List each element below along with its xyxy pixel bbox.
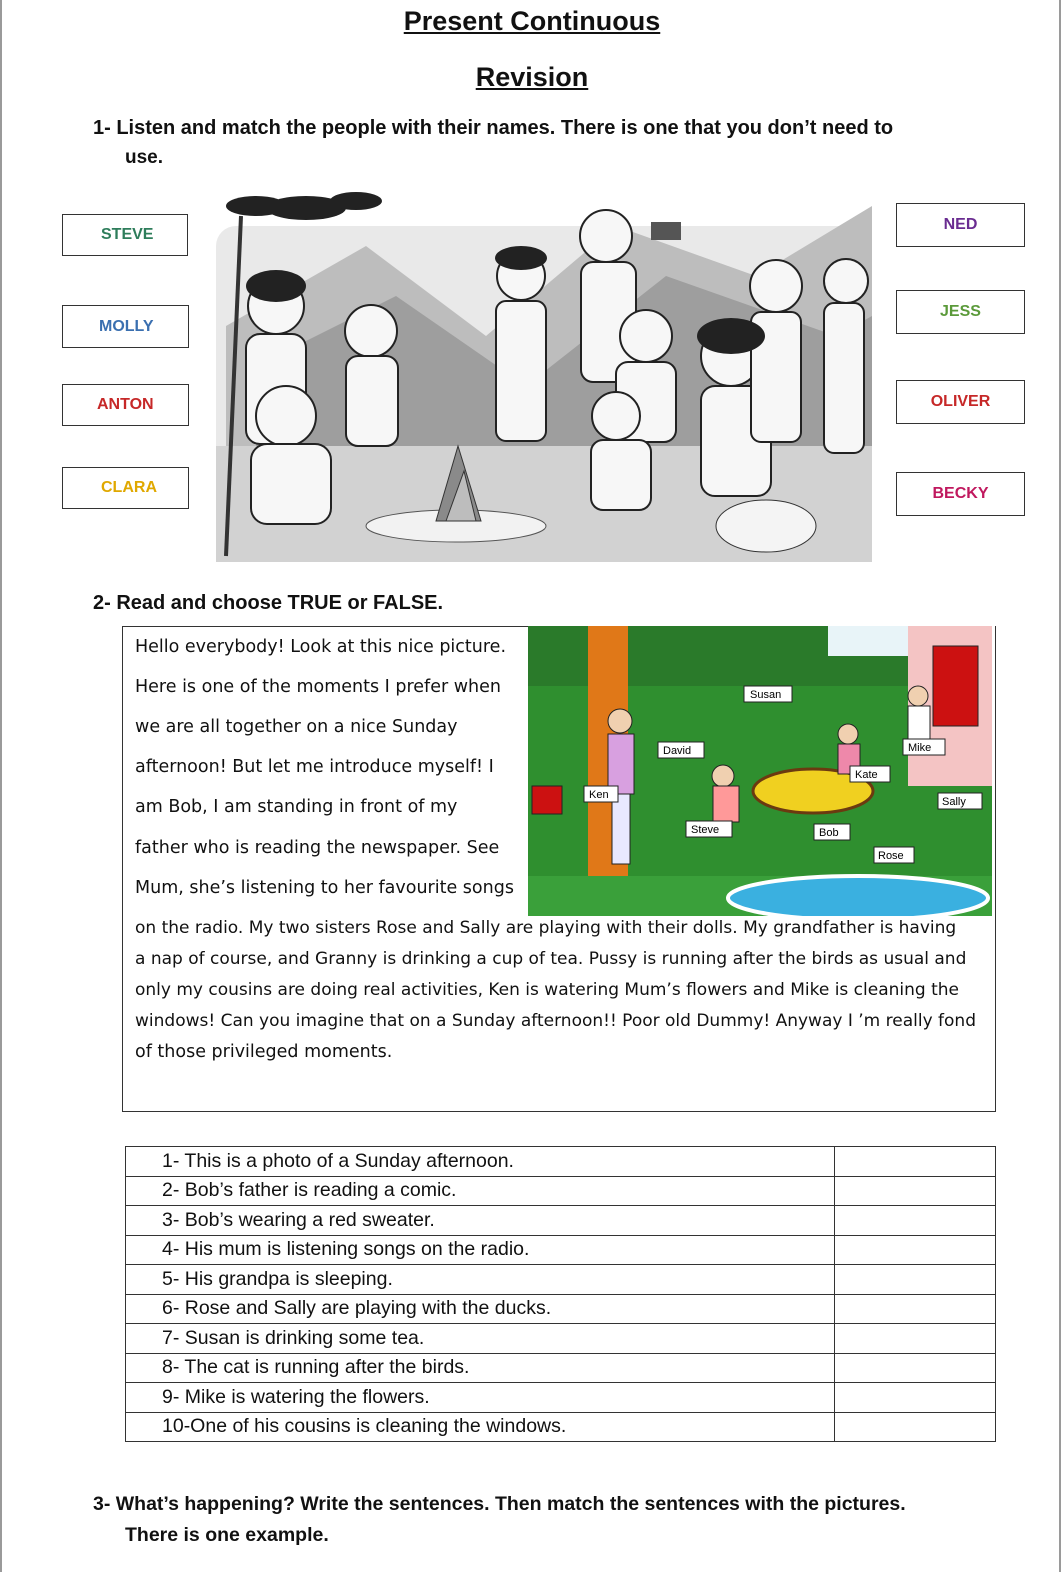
q2-instruction: 2- Read and choose TRUE or FALSE.: [93, 592, 444, 614]
tag-bob: Bob: [819, 827, 839, 839]
table-row: [126, 1383, 996, 1413]
story-line: we are all together on a nice Sunday: [135, 717, 458, 737]
story-line: afternoon! But let me introduce myself! I: [135, 757, 494, 777]
true-false-table: [125, 1146, 996, 1442]
table-row: [126, 1265, 996, 1295]
tag-rose: Rose: [878, 850, 904, 862]
answer-cell[interactable]: [835, 1206, 996, 1236]
tree-foliage: [226, 192, 382, 220]
name-box-ned[interactable]: NED: [896, 203, 1025, 247]
answer-cell[interactable]: [835, 1265, 996, 1295]
name-box-becky[interactable]: BECKY: [896, 472, 1025, 516]
story-line: father who is reading the newspaper. See: [135, 838, 500, 858]
name-box-steve[interactable]: STEVE: [62, 214, 188, 256]
statement-cell: 1- This is a photo of a Sunday afternoon.: [126, 1147, 835, 1177]
story-line: am Bob, I am standing in front of my: [135, 797, 458, 817]
tag-kate: Kate: [855, 769, 878, 781]
story-line: windows! Can you imagine that on a Sunday afternoon!! Poor old Dummy! Anyway I ’m really fond: [135, 1011, 976, 1031]
table-row: [126, 1353, 996, 1383]
answer-cell[interactable]: [835, 1324, 996, 1354]
campfire-scene-illustration: [196, 186, 872, 562]
table-row: [126, 1235, 996, 1265]
statement-cell: 5- His grandpa is sleeping.: [126, 1265, 835, 1295]
page-edge-right: [1059, 0, 1061, 1572]
story-line: Here is one of the moments I prefer when: [135, 677, 502, 697]
tag-david: David: [663, 745, 692, 757]
tag-susan: Susan: [750, 689, 782, 701]
statement-cell: 6- Rose and Sally are playing with the ducks.: [126, 1294, 835, 1324]
name-box-molly[interactable]: MOLLY: [62, 305, 189, 348]
story-line: Hello everybody! Look at this nice picture.: [135, 637, 507, 657]
statement-cell: 10-One of his cousins is cleaning the windows.: [126, 1412, 835, 1442]
table-row: [126, 1324, 996, 1354]
statement-cell: 2- Bob’s father is reading a comic.: [126, 1176, 835, 1206]
tag-steve: Steve: [691, 824, 720, 836]
statement-cell: 9- Mike is watering the flowers.: [126, 1383, 835, 1413]
statement-cell: 4- His mum is listening songs on the radio.: [126, 1235, 835, 1265]
table-row: [126, 1294, 996, 1324]
tag-mike: Mike: [908, 742, 932, 754]
table-row: [126, 1206, 996, 1236]
story-line: a nap of course, and Granny is drinking a cup of tea. Pussy is running after the birds as usual and: [135, 949, 967, 969]
table-row: [126, 1147, 996, 1177]
q1-instruction-line2: use.: [125, 147, 164, 168]
name-box-jess[interactable]: JESS: [896, 290, 1025, 334]
name-box-oliver[interactable]: OLIVER: [896, 380, 1025, 424]
story-line: only my cousins are doing real activities, Ken is watering Mum’s flowers and Mike is cleaning the: [135, 980, 959, 1000]
answer-cell[interactable]: [835, 1412, 996, 1442]
reading-box-top-border: [122, 626, 528, 627]
story-line: of those privileged moments.: [135, 1042, 393, 1062]
page-edge-left: [0, 0, 2, 1572]
story-line: Mum, she’s listening to her favourite songs: [135, 878, 514, 898]
answer-cell[interactable]: [835, 1235, 996, 1265]
table-row: [126, 1176, 996, 1206]
statement-cell: 7- Susan is drinking some tea.: [126, 1324, 835, 1354]
answer-cell[interactable]: [835, 1147, 996, 1177]
tag-ken: Ken: [589, 789, 609, 801]
q1-instruction-line1: 1- Listen and match the people with their names. There is one that you don’t need to: [93, 117, 894, 139]
table-row: [126, 1412, 996, 1442]
statement-cell: 3- Bob’s wearing a red sweater.: [126, 1206, 835, 1236]
answer-cell[interactable]: [835, 1294, 996, 1324]
q3-instruction-line1: 3- What’s happening? Write the sentences. Then match the sentences with the pictures.: [93, 1493, 906, 1515]
worksheet-subtitle: Revision: [475, 62, 589, 92]
answer-cell[interactable]: [835, 1383, 996, 1413]
garden-family-illustration: [528, 626, 992, 916]
tag-sally: Sally: [942, 796, 966, 808]
q3-instruction-line2: There is one example.: [125, 1524, 329, 1546]
answer-cell[interactable]: [835, 1353, 996, 1383]
name-box-anton[interactable]: ANTON: [62, 384, 189, 426]
worksheet-title: Present Continuous: [403, 6, 661, 36]
statement-cell: 8- The cat is running after the birds.: [126, 1353, 835, 1383]
answer-cell[interactable]: [835, 1176, 996, 1206]
story-line: on the radio. My two sisters Rose and Sally are playing with their dolls. My grandfather is having: [135, 918, 957, 938]
name-box-clara[interactable]: CLARA: [62, 467, 189, 509]
